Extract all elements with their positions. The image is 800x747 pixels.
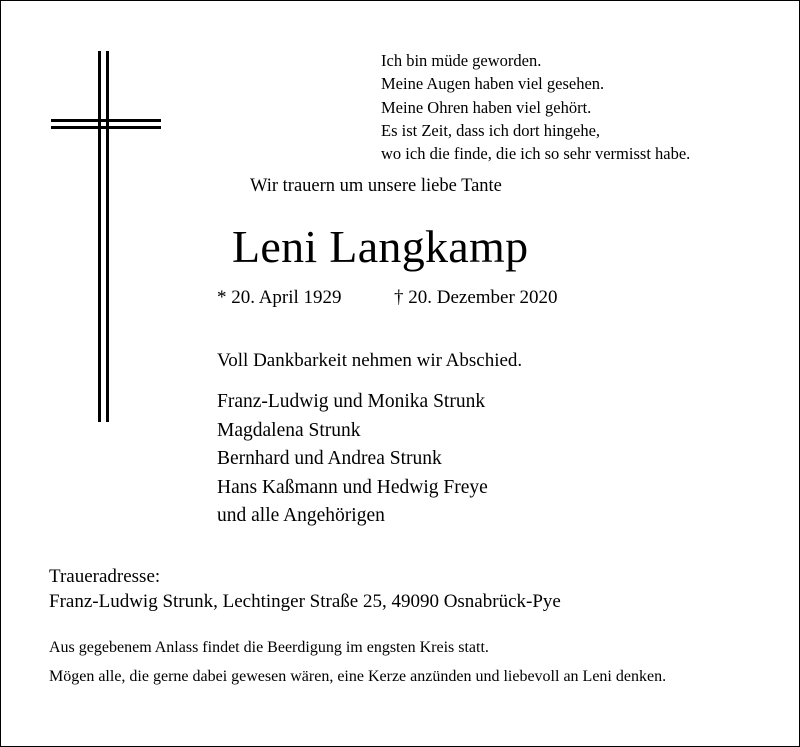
mourner: Hans Kaßmann und Hedwig Freye <box>217 476 488 498</box>
mourners-list <box>217 388 488 531</box>
poem-line: Es ist Zeit, dass ich dort hingehe, <box>381 120 601 140</box>
mourner: Magdalena Strunk <box>217 419 361 441</box>
mourner: Bernhard und Andrea Strunk <box>217 448 442 470</box>
poem <box>381 49 690 165</box>
address-value: Franz-Ludwig Strunk, Lechtinger Straße 25, 49090 Osnabrück-Pye <box>49 591 561 612</box>
deceased-name: Leni Langkamp <box>232 221 529 272</box>
funeral-note: Aus gegebenem Anlass findet die Beerdigung im engsten Kreis statt. <box>49 639 489 656</box>
poem-line: Meine Augen haben viel gesehen. <box>381 74 605 94</box>
thanks-line: Voll Dankbarkeit nehmen wir Abschied. <box>217 350 523 371</box>
death-date: † 20. Dezember 2020 <box>394 287 558 308</box>
birth-date: * 20. April 1929 <box>217 287 342 308</box>
mourner: und alle Angehörigen <box>217 505 385 527</box>
address-label: Traueradresse: <box>49 566 161 587</box>
candle-note: Mögen alle, die gerne dabei gewesen wären, eine Kerze anzünden und liebevoll an Leni denken. <box>49 668 667 685</box>
mourner: Franz-Ludwig und Monika Strunk <box>217 391 486 412</box>
poem-line: Meine Ohren haben viel gehört. <box>381 97 592 117</box>
intro-line: Wir trauern um unsere liebe Tante <box>250 176 502 196</box>
poem-line: Ich bin müde geworden. <box>381 51 542 70</box>
poem-line: wo ich die finde, die ich so sehr vermisst habe. <box>381 144 691 164</box>
